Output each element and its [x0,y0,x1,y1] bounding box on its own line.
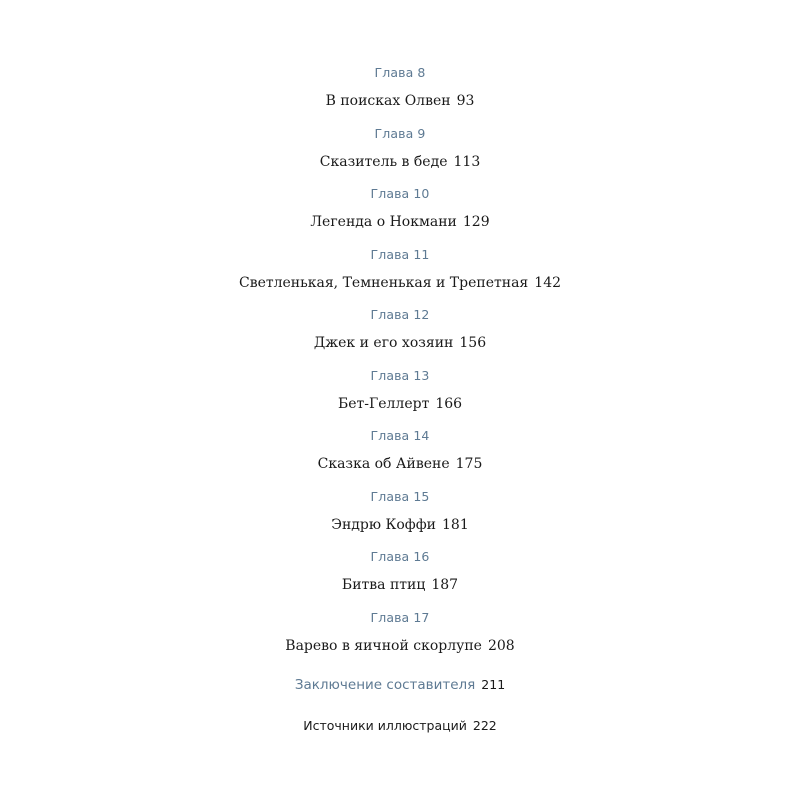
page-number: 166 [435,395,463,412]
chapter-title: Джек и его хозяин [313,335,454,351]
toc-entry-chapter-11 [0,246,800,307]
page-number: 187 [431,577,459,593]
chapter-title: Эндрю Коффи [331,516,437,533]
chapter-label: Глава 10 [370,186,430,201]
conclusion-title: Заключение составителя [294,677,476,693]
page-number: 175 [455,456,483,472]
chapter-label: Глава 9 [374,125,426,141]
page-number: 211 [481,677,506,692]
toc-entry-illustration-sources [0,716,800,736]
chapter-title: Битва птиц [341,577,426,593]
chapter-label: Глава 16 [370,549,430,564]
chapter-title: Варево в яичной скорлупе [285,637,482,654]
chapter-title-line [0,330,800,356]
toc-entry-chapter-15 [0,488,800,549]
chapter-title: Светленькая, Темненькая и Трепетная [238,274,529,291]
table-of-contents [0,64,800,669]
chapter-title-line [0,451,800,477]
toc-entry-conclusion [0,674,800,696]
chapter-label: Глава 12 [370,307,430,322]
toc-entry-chapter-17 [0,609,800,670]
page-number: 156 [459,335,487,351]
chapter-title-line [0,633,800,659]
page-number: 222 [472,718,497,733]
page-number: 208 [487,637,515,654]
chapter-title-line [0,88,800,114]
page-number: 93 [456,93,475,109]
chapter-label: Глава 13 [370,367,430,383]
page-number: 181 [442,516,469,533]
chapter-title-line [0,270,800,296]
page-number: 142 [534,274,562,291]
chapter-label: Глава 11 [370,246,430,262]
chapter-title: Сказка об Айвене [317,456,450,472]
chapter-label: Глава 15 [370,488,430,504]
page-number: 129 [462,214,490,230]
chapter-title: Сказитель в беде [319,153,448,170]
chapter-title-line [0,209,800,235]
toc-entry-chapter-13 [0,367,800,428]
chapter-title: Бет-Геллерт [337,395,430,412]
toc-entry-chapter-8 [0,64,800,125]
chapter-title-line [0,512,800,538]
chapter-label: Глава 14 [370,428,430,443]
toc-entry-chapter-16 [0,548,800,609]
toc-entry-chapter-10 [0,185,800,246]
chapter-title-line [0,572,800,598]
toc-entry-chapter-14 [0,427,800,488]
chapter-title: Легенда о Нокмани [310,214,457,230]
toc-entry-chapter-12 [0,306,800,367]
chapter-label: Глава 17 [370,609,430,625]
page-number: 113 [453,153,481,170]
chapter-title-line [0,149,800,175]
toc-entry-chapter-9 [0,125,800,186]
sources-title: Источники иллюстраций [303,718,467,733]
chapter-label: Глава 8 [374,65,426,80]
chapter-title-line [0,391,800,417]
chapter-title: В поисках Олвен [325,93,451,109]
